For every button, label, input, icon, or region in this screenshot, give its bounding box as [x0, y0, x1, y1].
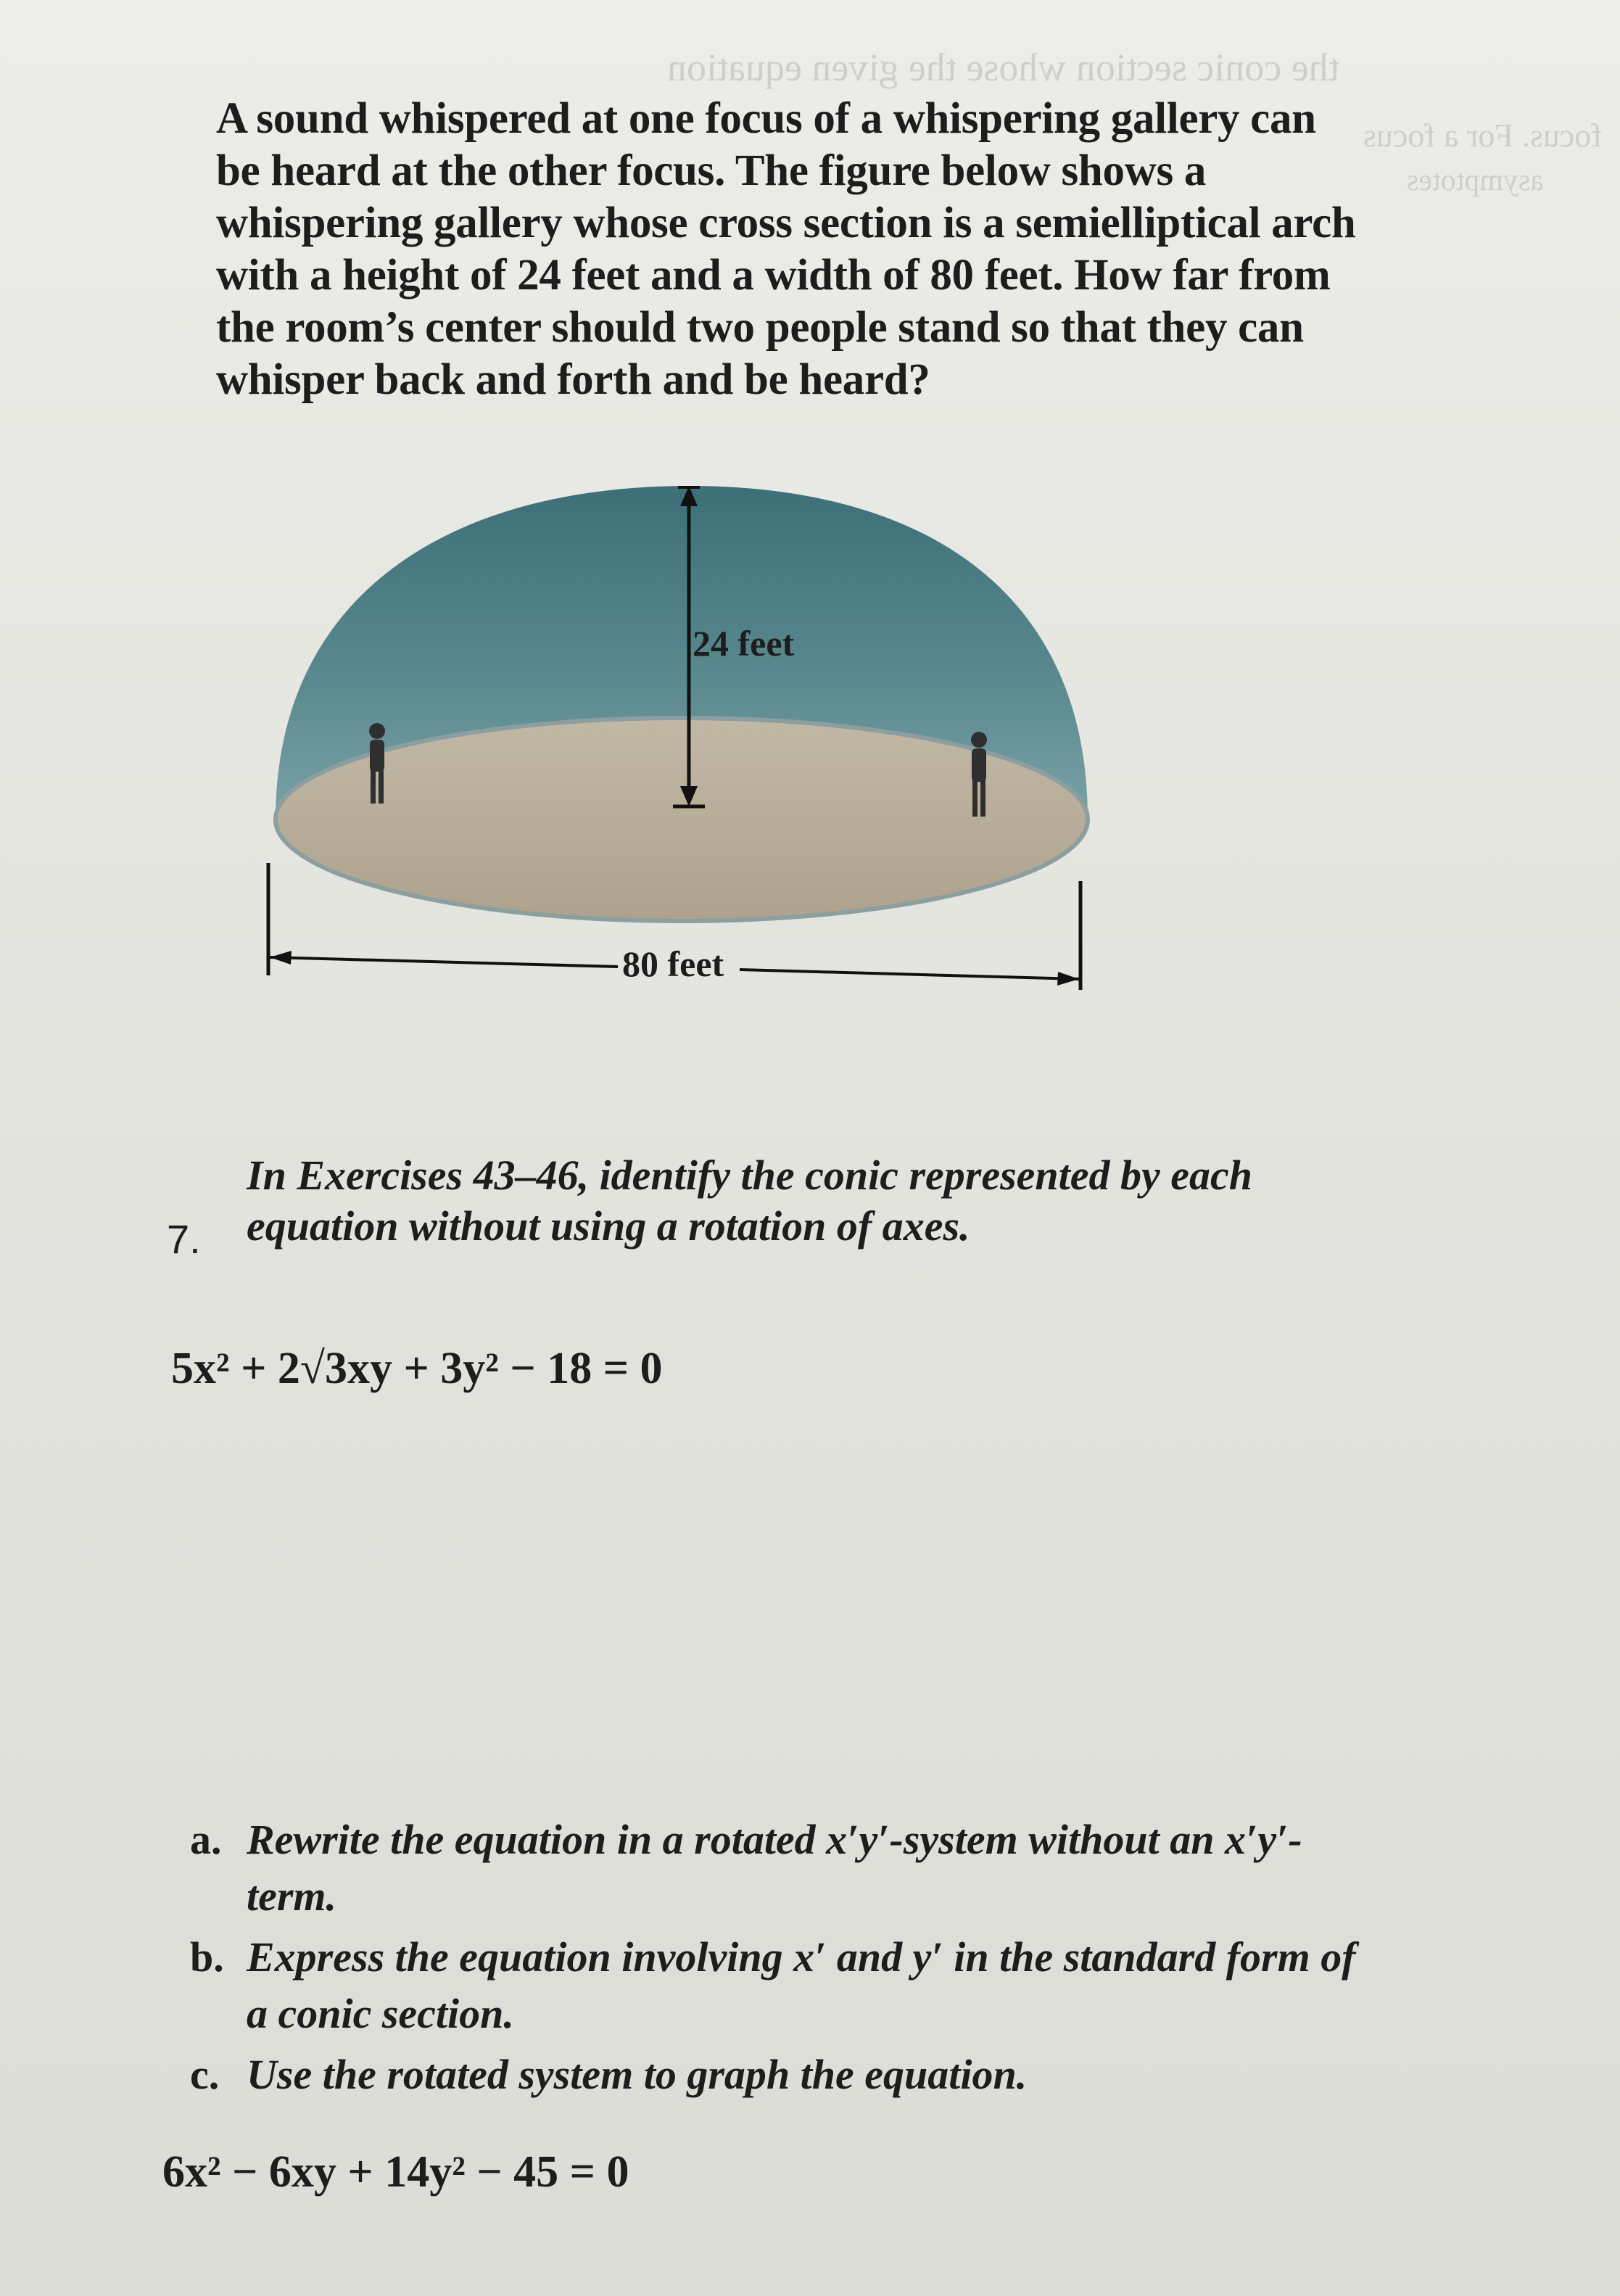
whispering-gallery-figure	[261, 471, 1102, 1008]
part-c-label: c.	[190, 2051, 220, 2098]
part-b-text: Express the equation involving x′ and y′ in the standard form of a conic section.	[247, 1933, 1356, 2037]
exercise-number: 7.	[167, 1216, 201, 1262]
equation-2: 6x² − 6xy + 14y² − 45 = 0	[162, 2147, 629, 2197]
parts-list	[190, 1812, 1379, 2107]
problem-statement	[216, 93, 1362, 406]
bleed-text-right-1: focus. For a focus	[1363, 117, 1603, 154]
problem-text: A sound whispered at one focus of a whispering gallery can be heard at the other focus. The figure below shows a whispering gallery whose cross section is a semielliptical arch with a height of 24 feet and a width of 80 feet. How far from the room’s center should two people stand so that they can whisper back and forth and be heard?	[216, 94, 1356, 404]
part-b	[190, 1929, 1379, 2042]
equation-1: 5x² + 2√3xy + 3y² − 18 = 0	[171, 1344, 663, 1393]
bleed-text-top: the conic section whose the given equation	[667, 46, 1339, 89]
width-label: 80 feet	[622, 943, 724, 984]
gallery-illustration	[261, 471, 1102, 1008]
part-a	[190, 1812, 1379, 1925]
part-a-text: Rewrite the equation in a rotated x′y′-system without an x′y′-term.	[247, 1816, 1302, 1920]
part-a-label: a.	[190, 1816, 222, 1863]
exercise-instruction: In Exercises 43–46, identify the conic represented by each equation without using a rotation of axes.	[247, 1152, 1252, 1250]
part-c-text: Use the rotated system to graph the equation.	[247, 2051, 1028, 2098]
height-label: 24 feet	[693, 623, 795, 664]
part-b-label: b.	[190, 1933, 224, 1981]
part-c	[190, 2047, 1379, 2103]
bleed-text-right-2: asymptotes	[1407, 164, 1544, 197]
